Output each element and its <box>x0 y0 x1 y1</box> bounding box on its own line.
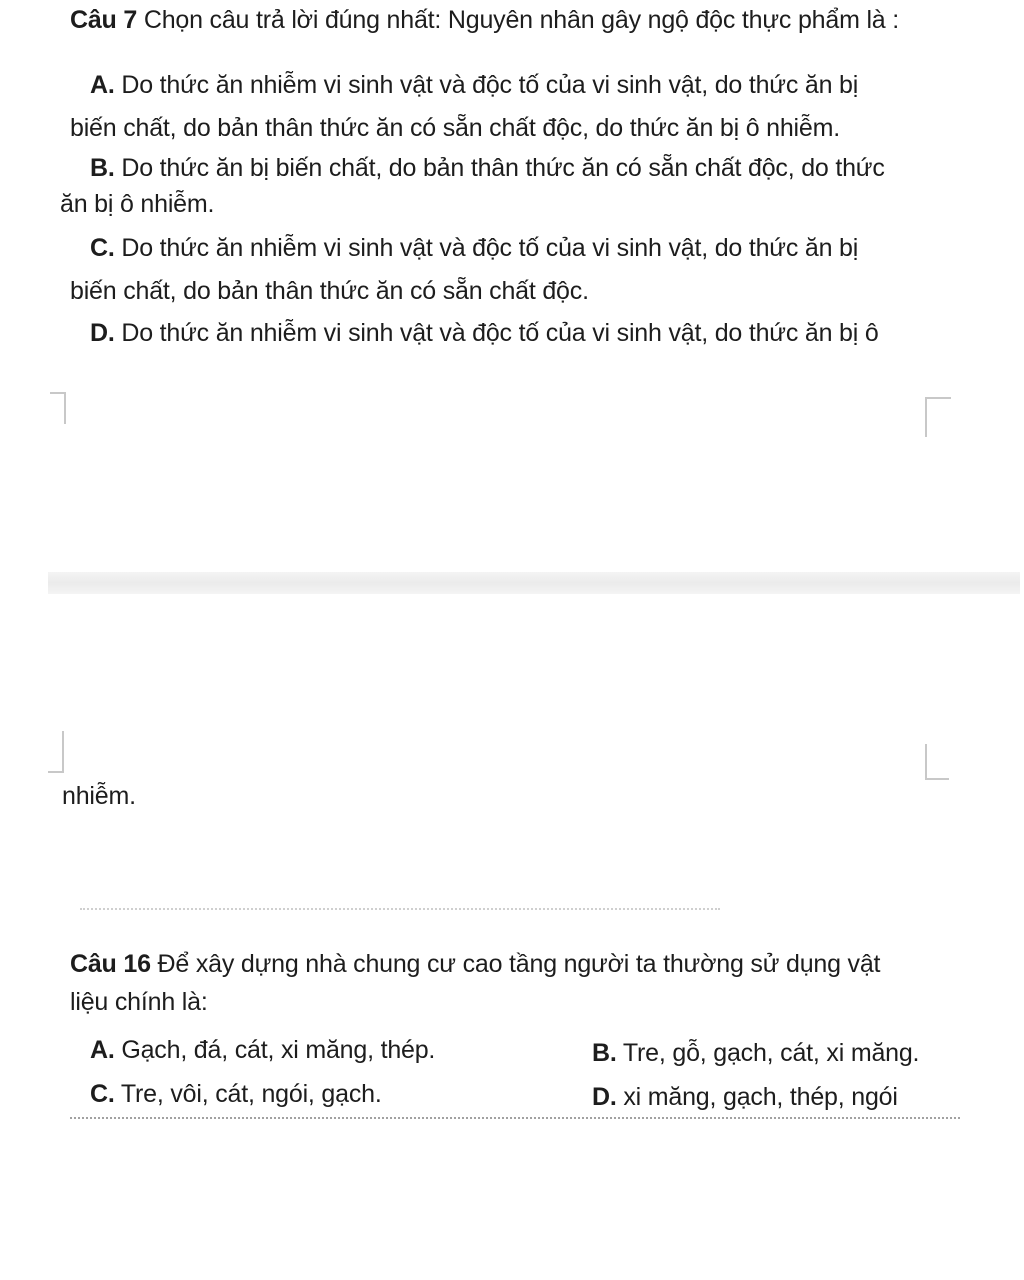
q16-option-d-text: xi măng, gạch, thép, ngói <box>623 1083 898 1111</box>
question-16-title <box>70 946 880 982</box>
crop-mark-bottom-left <box>48 731 64 773</box>
option-a-line1 <box>90 67 858 103</box>
crop-mark-bottom-right <box>925 744 949 780</box>
crop-mark-top-left <box>50 392 66 424</box>
option-a-letter: A. <box>90 71 115 99</box>
question-16-number: Câu 16 <box>70 950 151 978</box>
option-c-letter: C. <box>90 234 115 262</box>
q16-option-b-text: Tre, gỗ, gạch, cát, xi măng. <box>622 1039 920 1067</box>
option-c-line2: biến chất, do bản thân thức ăn có sẵn chất độc. <box>70 277 589 305</box>
question-7-title <box>70 2 899 38</box>
q16-option-c <box>90 1076 382 1112</box>
q16-option-a-text: Gạch, đá, cát, xi măng, thép. <box>121 1036 436 1064</box>
option-b-line2: ăn bị ô nhiễm. <box>60 190 215 218</box>
q16-option-c-letter: C. <box>90 1080 115 1108</box>
question-7-prompt: Chọn câu trả lời đúng nhất: Nguyên nhân gây ngộ độc thực phẩm là : <box>143 6 899 34</box>
option-a-text-1: Do thức ăn nhiễm vi sinh vật và độc tố của vi sinh vật, do thức ăn bị <box>121 71 859 99</box>
option-d-letter: D. <box>90 319 115 347</box>
option-b-line1 <box>90 150 885 186</box>
question-16-prompt-2: liệu chính là: <box>70 988 208 1016</box>
option-b-letter: B. <box>90 154 115 182</box>
option-d-text-1: Do thức ăn nhiễm vi sinh vật và độc tố của vi sinh vật, do thức ăn bị ô <box>121 319 879 347</box>
option-b-text-1: Do thức ăn bị biến chất, do bản thân thức ăn có sẵn chất độc, do thức <box>121 154 885 182</box>
option-d-line2: nhiễm. <box>62 782 136 810</box>
option-c-text-1: Do thức ăn nhiễm vi sinh vật và độc tố của vi sinh vật, do thức ăn bị <box>121 234 859 262</box>
q16-option-b-letter: B. <box>592 1039 617 1067</box>
question-7-number: Câu 7 <box>70 6 138 34</box>
q16-option-b <box>592 1035 919 1071</box>
crop-mark-top-right <box>925 397 951 437</box>
q16-option-a <box>90 1032 435 1068</box>
q16-option-a-letter: A. <box>90 1036 115 1064</box>
q16-option-d-letter: D. <box>592 1083 617 1111</box>
page-break-divider <box>48 572 1020 594</box>
option-a-line2: biến chất, do bản thân thức ăn có sẵn chất độc, do thức ăn bị ô nhiễm. <box>70 114 840 142</box>
option-d-line1 <box>90 315 879 351</box>
cut-off-bottom-line <box>70 1117 960 1125</box>
question-16-prompt-1: Để xây dựng nhà chung cư cao tầng người ta thường sử dụng vật <box>157 950 881 978</box>
option-c-line1 <box>90 230 858 266</box>
q16-option-c-text: Tre, vôi, cát, ngói, gạch. <box>120 1080 382 1108</box>
q16-option-d <box>592 1079 898 1115</box>
cut-off-text-line <box>80 908 720 916</box>
